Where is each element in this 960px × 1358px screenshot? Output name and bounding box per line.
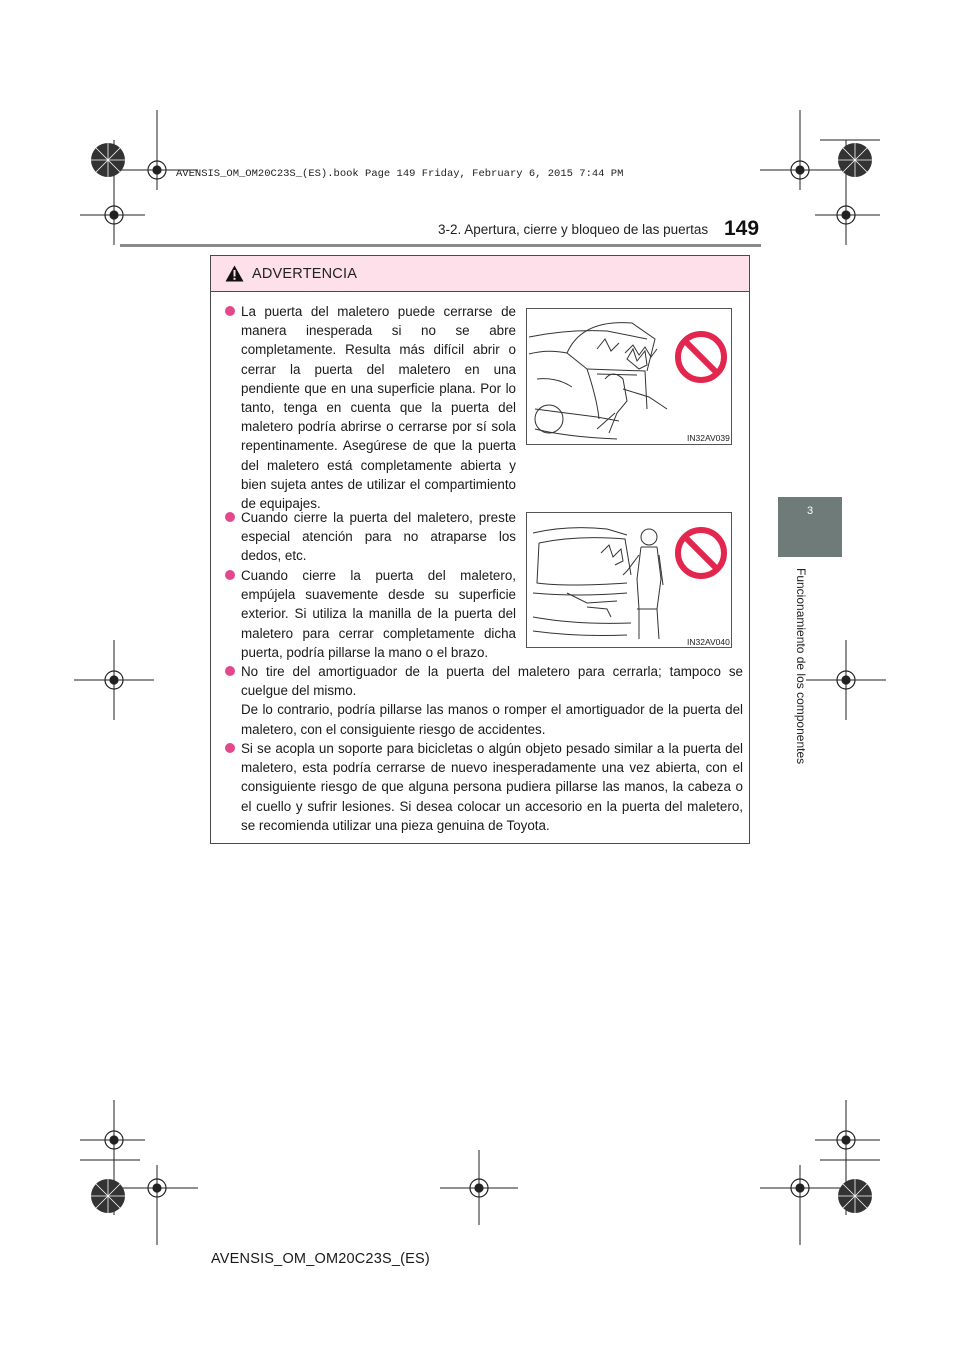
bullet-icon: [225, 743, 235, 753]
page-number: 149: [724, 217, 760, 240]
header-rule: [120, 244, 761, 247]
warning-title: ADVERTENCIA: [252, 265, 358, 282]
print-mark: AVENSIS_OM_OM20C23S_(ES).book Page 149 Friday, February 6, 2015 7:44 PM: [176, 168, 624, 180]
prohibited-icon: [673, 525, 729, 581]
bullet-icon: [225, 512, 235, 522]
warning-triangle-icon: [225, 265, 244, 282]
warning-item: No tire del amortiguador de la puerta del maletero para cerrarla; tampoco se cuelgue del mismo. De lo contrario, podría pillarse las manos o romper el amortiguador de la puerta del maletero, con el consiguiente riesgo de accidentes.: [225, 662, 743, 739]
chapter-tab: [778, 497, 842, 557]
warning-header: [211, 256, 749, 292]
chapter-label: Funcionamiento de los componentes: [794, 568, 808, 765]
warning-item: Si se acopla un soporte para bicicletas o algún objeto pesado similar a la puerta del maletero, esta podría cerrarse de nuevo inesperadamente una vez abierta, con el consiguiente riesgo de que alguna persona pudiera pillarse las manos, la cabeza o el cuello y sufrir lesiones. Si desea colocar un accesorio en la puerta del maletero, se recomienda utilizar una pieza genuina de Toyota.: [225, 739, 743, 835]
illustration-code: IN32AV039: [687, 433, 730, 443]
prohibited-icon: [673, 329, 729, 385]
illustration-trunk-closing: [526, 512, 732, 648]
bullet-icon: [225, 570, 235, 580]
illustration-code: IN32AV040: [687, 637, 730, 647]
warning-item: Cuando cierre la puerta del maletero, empújela suavemente desde su superficie exterior. Si utiliza la manilla de la puerta del maletero para cerrar completamente dicha puerta, podría pillarse la mano o el brazo.: [225, 566, 516, 662]
warning-item: La puerta del maletero puede cerrarse de manera inesperada si no se abre completamente. Resulta más difícil abrir o cerrar la puerta del maletero en una pendiente que en una superficie plana. Por lo tanto, tenga en cuenta que la puerta del maletero podría abrirse o cerrarse por sí sola repentinamente. Asegúrese de que la puerta del maletero está completamente abierta y bien sujeta antes de utilizar el compartimiento de equipajes.: [225, 302, 516, 513]
footer-code: AVENSIS_OM_OM20C23S_(ES): [211, 1251, 430, 1267]
bullet-icon: [225, 666, 235, 676]
bullet-icon: [225, 306, 235, 316]
section-header: 3-2. Apertura, cierre y bloqueo de las puertas: [438, 222, 709, 237]
warning-item: Cuando cierre la puerta del maletero, preste especial atención para no atraparse los dedos, etc.: [225, 508, 516, 566]
illustration-trunk-slope: [526, 308, 732, 445]
chapter-number: 3: [806, 505, 814, 517]
